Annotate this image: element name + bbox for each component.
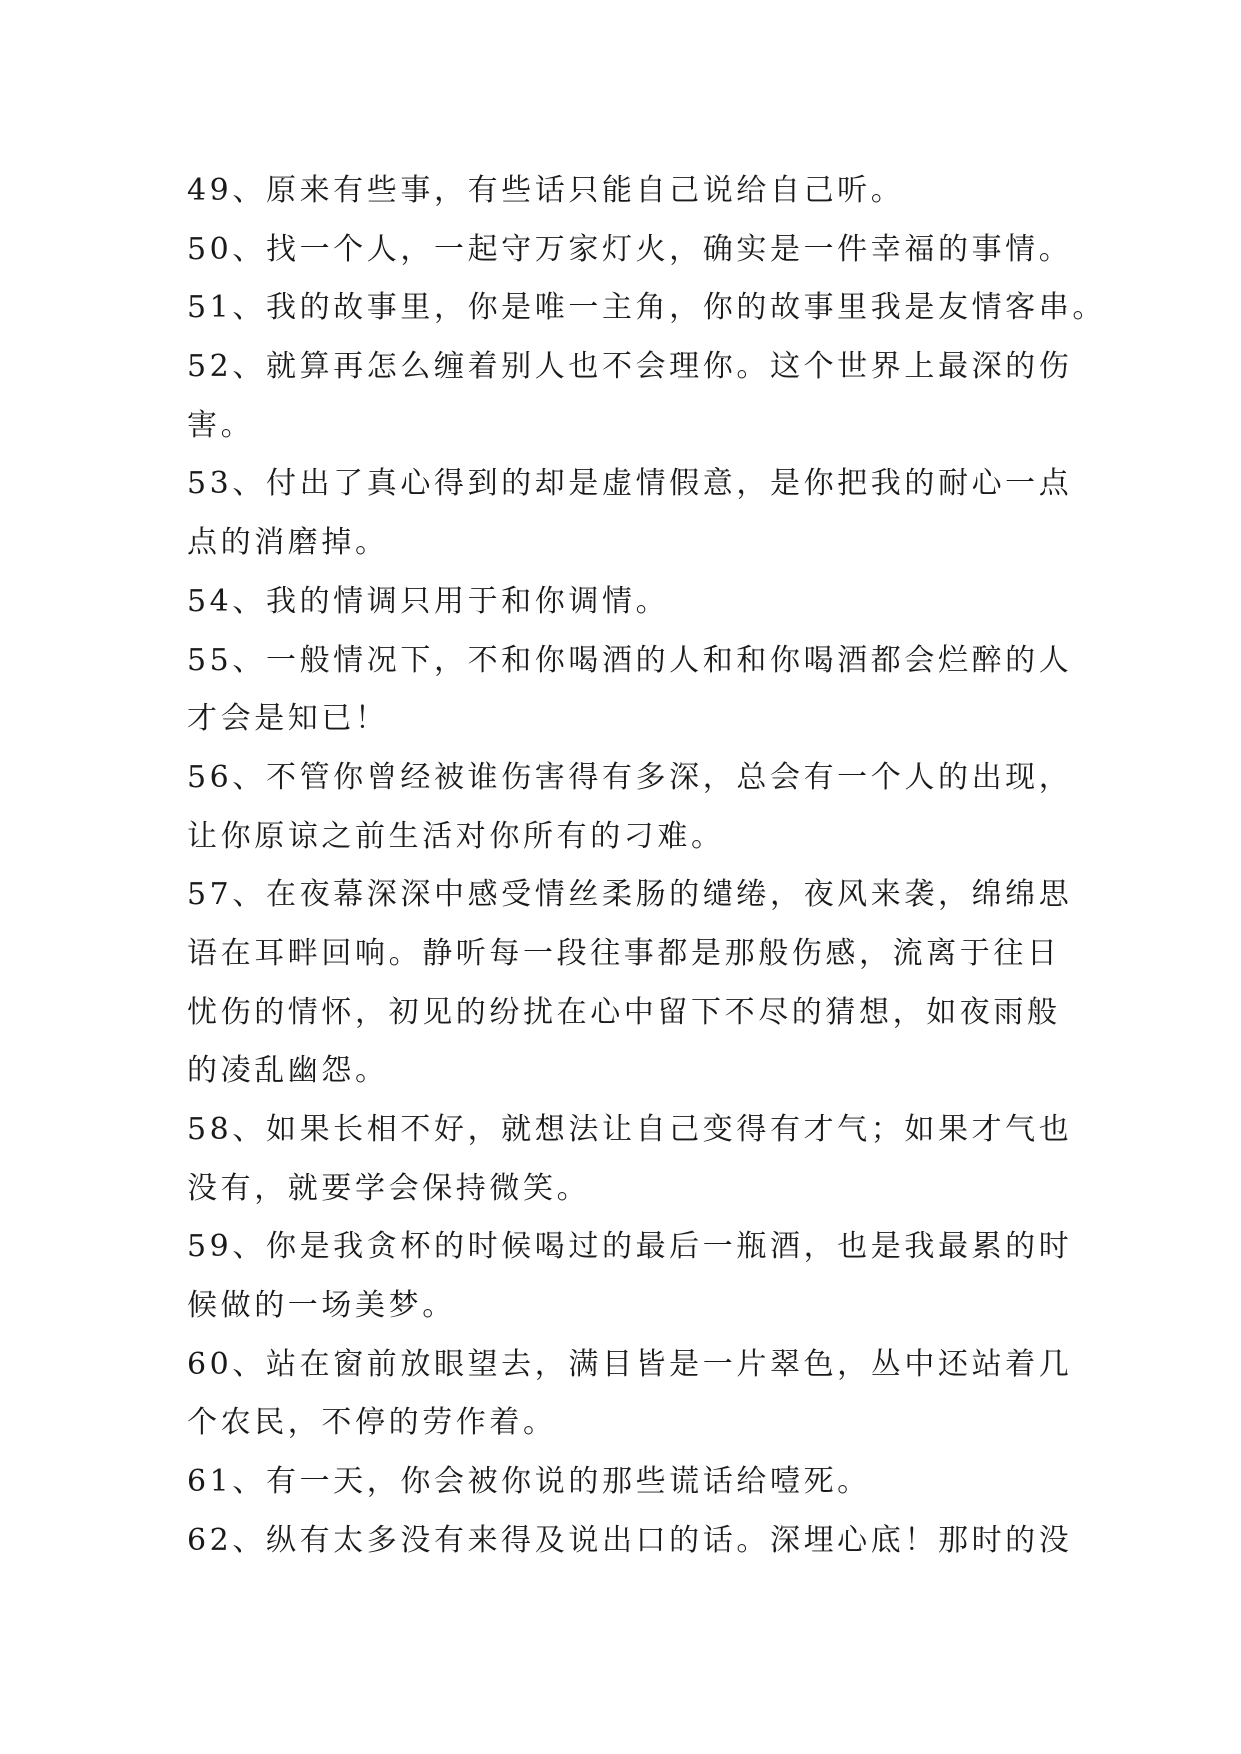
text-line: 50、找一个人，一起守万家灯火，确实是一件幸福的事情。 (187, 231, 1073, 267)
text-line: 53、付出了真心得到的却是虚情假意，是你把我的耐心一点 (187, 466, 1073, 502)
text-line: 54、我的情调只用于和你调情。 (187, 583, 670, 619)
text-line: 56、不管你曾经被谁伤害得有多深，总会有一个人的出现， (187, 759, 1073, 795)
text-line: 59、你是我贪杯的时候喝过的最后一瓶酒，也是我最累的时 (187, 1229, 1073, 1265)
text-line: 58、如果长相不好，就想法让自己变得有才气；如果才气也 (187, 1112, 1073, 1147)
text-line: 语在耳畔回响。静听每一段往事都是那般伤感，流离于往日 (187, 935, 1061, 971)
text-line: 个农民，不停的劳作着。 (187, 1405, 557, 1441)
text-line: 候做的一场美梦。 (187, 1288, 456, 1324)
text-line: 才会是知已！ (187, 701, 389, 737)
text-line: 52、就算再怎么缠着别人也不会理你。这个世界上最深的伤 (187, 349, 1073, 385)
text-line: 没有，就要学会保持微笑。 (187, 1170, 591, 1206)
document-body (187, 162, 1106, 1571)
text-line: 忧伤的情怀，初见的纷扰在心中留下不尽的猜想，如夜雨般 (187, 994, 1061, 1030)
text-line: 害。 (187, 407, 255, 443)
text-line: 的凌乱幽怨。 (187, 1053, 389, 1089)
text-line: 61、有一天，你会被你说的那些谎话给噎死。 (187, 1464, 871, 1500)
text-line: 55、一般情况下，不和你喝酒的人和和你喝酒都会烂醉的人 (187, 642, 1073, 678)
text-line: 57、在夜幕深深中感受情丝柔肠的缱绻，夜风来袭，绵绵思 (187, 877, 1073, 913)
text-line: 49、原来有些事，有些话只能自己说给自己听。 (187, 173, 905, 208)
text-line: 60、站在窗前放眼望去，满目皆是一片翠色，丛中还站着几 (187, 1346, 1073, 1382)
text-line: 51、我的故事里，你是唯一主角，你的故事里我是友情客串。 (187, 290, 1106, 326)
text-line: 让你原谅之前生活对你所有的刁难。 (187, 818, 725, 854)
text-line: 62、纵有太多没有来得及说出口的话。深埋心底！那时的没 (187, 1522, 1073, 1558)
text-line: 点的消磨掉。 (187, 525, 389, 561)
